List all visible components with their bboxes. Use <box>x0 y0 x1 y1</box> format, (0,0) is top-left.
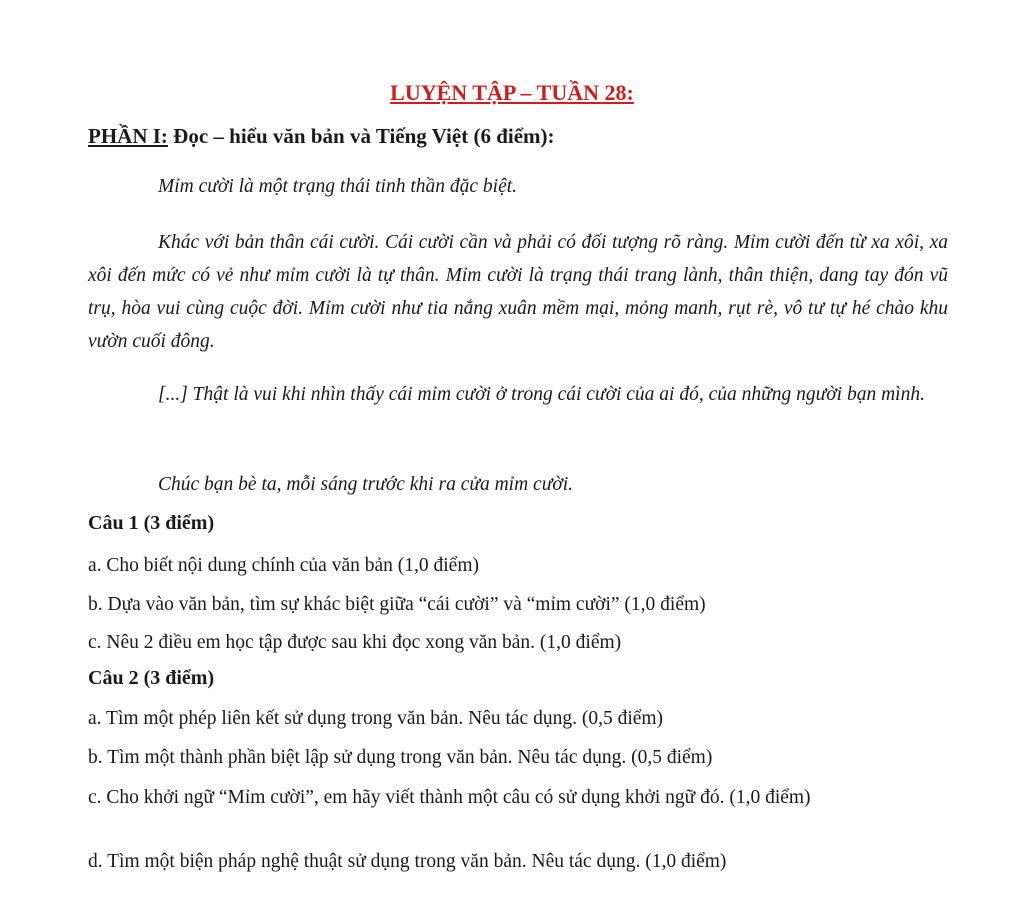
question-1-item-b: b. Dựa vào văn bản, tìm sự khác biệt giữa “cái cười” và “mỉm cười” (1,0 điểm) <box>88 594 706 615</box>
section-text: Đọc – hiểu văn bản và Tiếng Việt (6 điểm): <box>167 124 555 148</box>
section-label: PHẦN I: <box>88 124 168 148</box>
passage-paragraph: [...] Thật là vui khi nhìn thấy cái mỉm cười ở trong cái cười của ai đó, của những người bạn mình. <box>158 384 925 405</box>
question-1-item-c: c. Nêu 2 điều em học tập được sau khi đọc xong văn bản. (1,0 điểm) <box>88 632 622 653</box>
passage-paragraph: Mỉm cười là một trạng thái tinh thần đặc biệt. <box>158 176 518 197</box>
passage-paragraph: Chúc bạn bè ta, mỗi sáng trước khi ra cửa mỉm cười. <box>158 474 574 495</box>
question-2-item-c: c. Cho khởi ngữ “Mỉm cười”, em hãy viết thành một câu có sử dụng khởi ngữ đó. (1,0 điểm) <box>88 787 811 808</box>
question-2-heading: Câu 2 (3 điểm) <box>88 667 215 689</box>
question-2-item-d: d. Tìm một biện pháp nghệ thuật sử dụng trong văn bản. Nêu tác dụng. (1,0 điểm) <box>88 851 727 872</box>
passage-paragraph: Khác với bản thân cái cười. Cái cười cần và phải có đối tượng rõ ràng. Mỉm cười đến từ xa xôi, xa xôi đến mức có vẻ như mỉm cười là tự thân. Mỉm cười là trạng thái trang lành, thân thiện, dang tay đón vũ trụ, hòa vui cùng cuộc đời. Mỉm cười như tia nắng xuân mềm mại, mỏng manh, rụt rè, vô tư tự hé chào khu vườn cuối đông. <box>88 232 948 352</box>
question-2-item-a: a. Tìm một phép liên kết sử dụng trong văn bản. Nêu tác dụng. (0,5 điểm) <box>88 708 664 729</box>
question-1-item-a: a. Cho biết nội dung chính của văn bản (1,0 điểm) <box>88 555 479 576</box>
question-1-heading: Câu 1 (3 điểm) <box>88 512 215 534</box>
question-2-item-b: b. Tìm một thành phần biệt lập sử dụng trong văn bản. Nêu tác dụng. (0,5 điểm) <box>88 747 713 768</box>
section-heading <box>88 124 555 149</box>
document-title: LUYỆN TẬP – TUẦN 28: <box>390 80 634 105</box>
